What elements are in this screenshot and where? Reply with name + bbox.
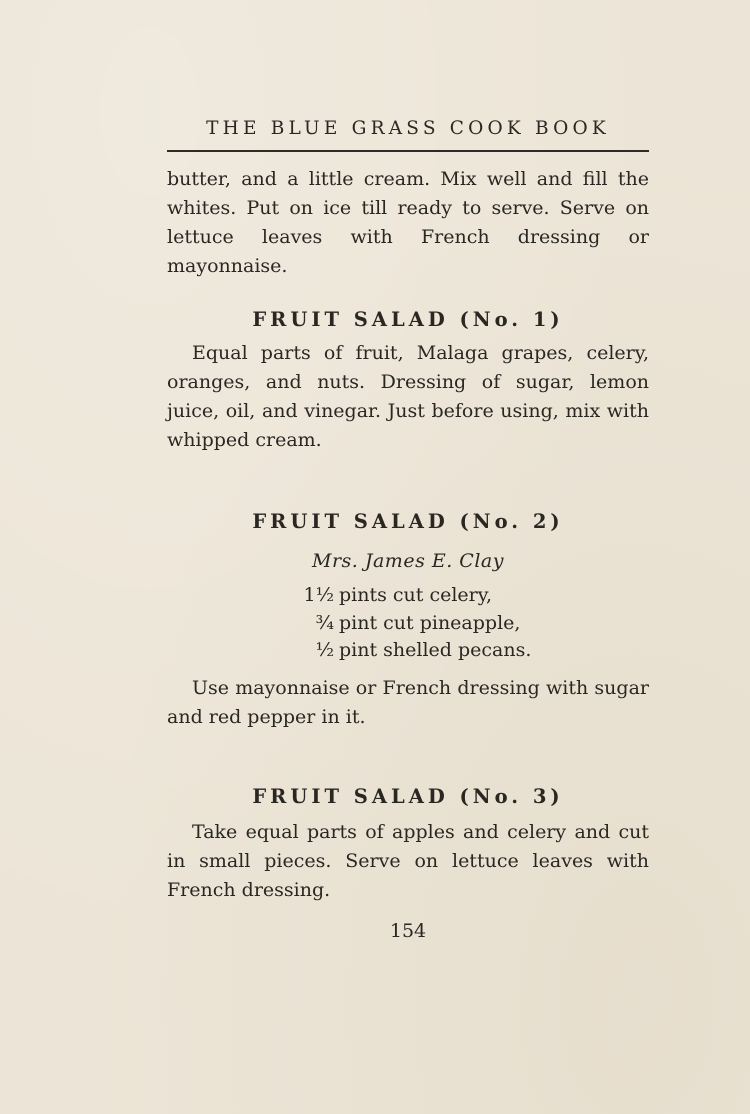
ingredient-item [298,582,598,610]
ingredient-text: pint shelled pecans. [339,639,532,661]
recipe-body-fruit-salad-3: Take equal parts of apples and celery and cut in small pieces. Serve on lettuce leaves with French dressing. [167,821,649,901]
ingredient-quantity: ½ [315,639,334,661]
ingredient-quantity: ¾ [315,611,334,634]
recipe-title-fruit-salad-3: FRUIT SALAD (No. 3) [252,785,564,808]
recipe-title-fruit-salad-2: FRUIT SALAD (No. 2) [252,510,564,533]
ingredient-text: pint cut pineapple, [339,611,521,634]
ingredient-quantity: 1½ [303,584,334,606]
recipe-contributor: Mrs. James E. Clay [312,550,504,572]
page-number: 154 [389,920,427,942]
recipe-body-fruit-salad-2: Use mayonnaise or French dressing with sugar and red pepper in it. [167,677,649,728]
running-head: THE BLUE GRASS COOK BOOK [206,118,610,139]
ingredient-item [298,637,598,665]
recipe-body-fruit-salad-1: Equal parts of fruit, Malaga grapes, celery, oranges, and nuts. Dressing of sugar, lemon juice, oil, and vinegar. Just before using, mix with whipped cream. [167,342,649,451]
ingredient-list [298,582,598,665]
ingredient-item [298,610,598,638]
continuation-paragraph: butter, and a little cream. Mix well and fill the whites. Put on ice till ready to serve. Serve on lettuce leaves with French dressing or mayonnaise. [167,168,649,277]
header-rule [167,150,649,152]
ingredient-text: pints cut celery, [339,584,492,606]
recipe-title-fruit-salad-1: FRUIT SALAD (No. 1) [252,308,564,331]
